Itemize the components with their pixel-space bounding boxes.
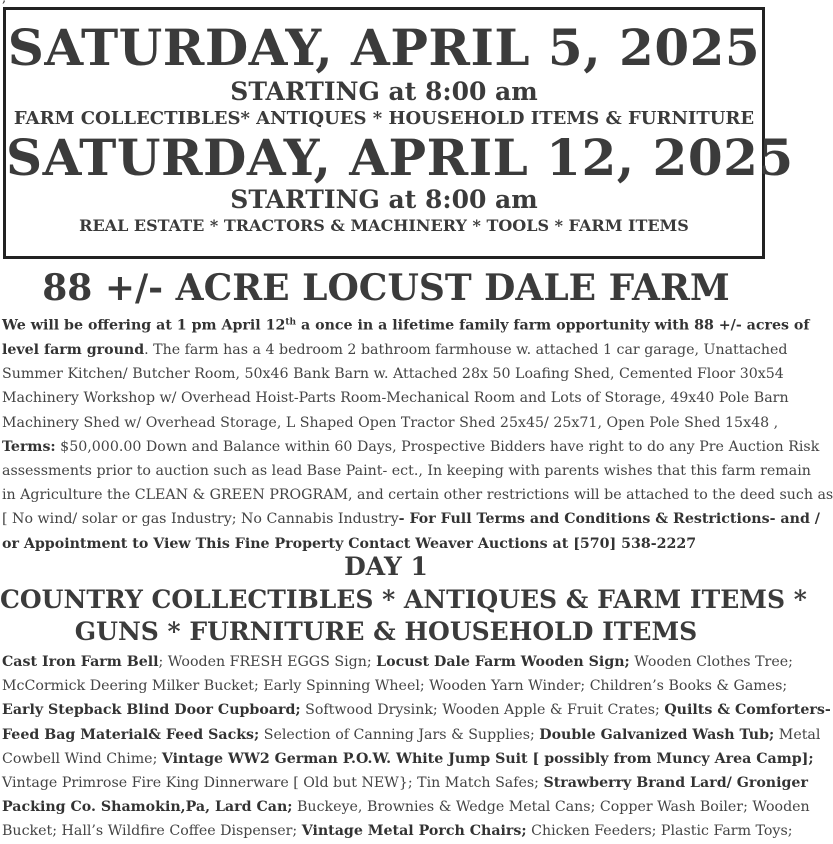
items-line-4: Feed Bag Material& Feed Sacks; Selection of Canning Jars & Supplies; Double Galvanized Wash Tub; Metal	[2, 726, 821, 743]
day1-item-list	[2, 650, 831, 844]
farm-line-5: Machinery Shed w/ Overhead Storage, L Shaped Open Tractor Shed 25x45/ 25x71, Open Pole Shed 15x48 ,	[2, 414, 779, 431]
items-line-3: Early Stepback Blind Door Cupboard; Softwood Drysink; Wooden Apple & Fruit Crates; Quilts & Comforters-	[2, 702, 831, 719]
day1-heading-2: GUNS * FURNITURE & HOUSEHOLD ITEMS	[74, 617, 698, 646]
farm-line-3: Summer Kitchen/ Butcher Room, 50x46 Bank Barn w. Attached 28x 50 Loafing Shed, Cemented Floor 30x54	[2, 366, 784, 383]
clipped-top-text	[2, 0, 6, 6]
items-line-1: Cast Iron Farm Bell; Wooden FRESH EGGS Sign; Locust Dale Farm Wooden Sign; Wooden Clothes Tree;	[2, 654, 793, 670]
items-line-7: Packing Co. Shamokin,Pa, Lard Can; Buckeye, Brownies & Wedge Metal Cans; Copper Wash Boiler; Wooden	[2, 799, 810, 816]
farm-title: 88 +/- ACRE LOCUST DALE FARM	[42, 267, 730, 309]
items-line-2: McCormick Deering Milker Bucket; Early Spinning Wheel; Wooden Yarn Winder; Children’s Books & Games;	[2, 678, 788, 695]
farm-line-8: in Agriculture the CLEAN & GREEN PROGRAM, and certain other restrictions will be attached to the deed such as	[2, 487, 833, 504]
farm-line-7: assessments prior to auction such as lead Base Paint- ect., In keeping with parents wishes that this farm remain	[2, 462, 811, 479]
date-april-5: SATURDAY, APRIL 5, 2025	[7, 18, 761, 77]
day1-summary: FARM COLLECTIBLES* ANTIQUES * HOUSEHOLD ITEMS & FURNITURE	[13, 108, 755, 129]
farm-line-9: [ No wind/ solar or gas Industry; No Cannabis Industry- For Full Terms and Conditions & Restrictions- and /	[2, 511, 820, 528]
items-line-8: Bucket; Hall’s Wildfire Coffee Dispenser; Vintage Metal Porch Chairs; Chicken Feeders; Plastic Farm Toys;	[2, 823, 793, 840]
items-line-5: Cowbell Wind Chime; Vintage WW2 German P.O.W. White Jump Suit [ possibly from Muncy Area Camp];	[2, 750, 814, 767]
farm-description	[2, 310, 833, 556]
start-time-2: STARTING at 8:00 am	[230, 185, 538, 214]
date-april-12: SATURDAY, APRIL 12, 2025	[6, 128, 794, 187]
day1-heading-1: COUNTRY COLLECTIBLES * ANTIQUES & FARM ITEMS *	[0, 585, 807, 614]
day2-summary: REAL ESTATE * TRACTORS & MACHINERY * TOOLS * FARM ITEMS	[79, 216, 689, 235]
farm-line-2: level farm ground. The farm has a 4 bedroom 2 bathroom farmhouse w. attached 1 car garage, Unattached	[2, 341, 788, 358]
auction-dates-box	[3, 7, 794, 259]
items-line-6: Vintage Primrose Fire King Dinnerware [ Old but NEW}; Tin Match Safes; Strawberry Brand Lard/ Groniger	[2, 775, 808, 792]
start-time-1: STARTING at 8:00 am	[230, 77, 538, 106]
day1-title: DAY 1	[344, 552, 428, 581]
farm-line-6: Terms: $50,000.00 Down and Balance within 60 Days, Prospective Bidders have right to do any Pre Auction Risk	[2, 438, 820, 455]
farm-line-10: or Appointment to View This Fine Property Contact Weaver Auctions at [570] 538-2227	[2, 535, 697, 552]
farm-line-4: Machinery Workshop w/ Overhead Hoist-Parts Room-Mechanical Room and Lots of Storage, 49x40 Pole Barn	[2, 390, 789, 407]
farm-line-1: We will be offering at 1 pm April 12th a once in a lifetime family farm opportunity with 88 +/- acres of	[2, 317, 810, 334]
